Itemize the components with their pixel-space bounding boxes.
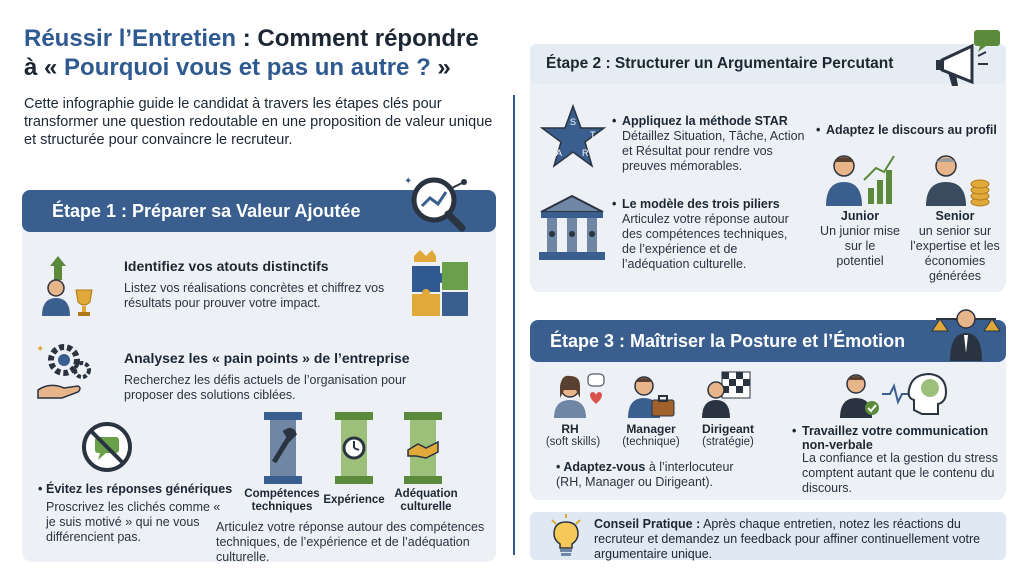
step3-banner-label: Étape 3 : Maîtriser la Posture et l’Émotion [550,330,906,351]
junior-text: Un junior mise sur le potentiel [820,224,900,268]
title-text-2: à « [24,54,65,81]
wrench-pillar-icon [262,412,304,484]
adapt-text-block [556,460,756,490]
pillars-text: Articulez votre réponse autour des compétences techniques, de l’expérience et de l’adéquation culturelle. [216,520,485,564]
star-bullet: • [612,114,617,128]
rh-title: RH [561,422,579,436]
page-title [24,24,524,82]
magnifier-chart-icon [400,174,476,234]
rh-sub: (soft skills) [545,436,601,448]
profile-bullet: • [816,123,821,137]
star-text: Détaillez Situation, Tâche, Action et Résultat pour rendre vos preuves mémorables. [622,129,805,173]
nv-text: La confiance et la gestion du stress comptent autant que le contenu du discours. [802,451,998,495]
tip-text: Après chaque entretien, notez les réactions du recruteur et demandez un feedback pour affiner continuellement votre argumentaire unique. [594,517,981,561]
item3-bullet: • [38,482,43,496]
item2-title: Analysez les « pain points » de l’entreprise [124,350,410,366]
adapt-text: à l’interlocuteur (RH, Manager ou Dirigeant). [556,460,734,489]
senior-coins-icon [920,150,992,208]
tip-text-block [594,517,994,562]
item3-text: Proscrivez les clichés comme « je suis motivé » qui ne vous différencient pas. [46,500,221,544]
junior-growth-icon [824,150,896,208]
puzzle-crown-icon [408,248,472,320]
step1-banner-label: Étape 1 : Préparer sa Valeur Ajoutée [52,200,361,221]
title-text-1: : Comment répondre [236,25,479,52]
title-highlight-2: Pourquoi vous et pas un autre ? [64,54,431,81]
building-pillars-icon [537,194,607,264]
manager-title: Manager [626,422,676,436]
pillars-model-title: Le modèle des trois piliers [622,197,780,211]
star-letter-a: A [556,148,563,158]
pillars-model-text: Articulez votre réponse autour des compétences techniques, de l’expérience et de l’adéquation culturelle. [622,212,789,271]
pillar3-label: Adéquation culturelle [394,488,458,513]
senior-text: un senior sur l’expertise et les économies générées [910,224,1000,283]
star-title: Appliquez la méthode STAR [622,114,788,128]
adapt-title: Adaptez-vous [563,460,646,474]
star-letter-s: S [570,117,577,127]
adapt-bullet: • [556,460,564,474]
nv-bullet: • [792,424,797,438]
item2-text: Recherchez les défis actuels de l’organisation pour proposer des solutions ciblées. [124,373,407,402]
dirigeant-chess-icon [698,370,754,420]
senior-title: Senior [935,209,975,223]
star-letter-t: T [590,130,596,140]
pillar1-label: Compétences techniques [244,488,320,513]
scales-person-icon [930,305,1002,363]
pillar2-label: Expérience [323,494,385,506]
person-trophy-icon [36,252,98,318]
megaphone-icon [934,26,1010,92]
profile-title: Adaptez le discours au profil [826,123,997,137]
title-highlight-1: Réussir l’Entretien [24,25,237,52]
gear-hand-icon [34,340,96,402]
star-method-icon [538,104,608,170]
item1-title: Identifiez vos atouts distinctifs [124,258,329,274]
manager-sub: (technique) [622,436,680,448]
junior-title: Junior [840,209,880,223]
intro-text: Cette infographie guide le candidat à travers les étapes clés pour transformer une question redoutable en une proposition de valeur unique et structurée pour convaincre le recruteur. [24,96,493,148]
no-speech-icon [80,420,134,474]
rh-person-icon [552,372,606,420]
svg-text:✦: ✦ [404,176,413,187]
manager-briefcase-icon [622,372,678,420]
dirigeant-title: Dirigeant [701,422,754,436]
title-text-3: » [430,54,451,81]
dirigeant-sub: (stratégie) [702,436,754,448]
pillars-bullet: • [612,197,617,211]
item1-text: Listez vos réalisations concrètes et chiffrez vos résultats pour prouver votre impact. [124,281,385,310]
clock-pillar-icon [333,412,375,484]
lightbulb-icon [548,514,584,558]
item3-title: Évitez les réponses génériques [46,482,233,496]
svg-text:✦: ✦ [36,344,45,355]
nv-title: Travaillez votre communication non-verbale [802,424,989,452]
brain-confidence-icon [834,370,952,420]
tip-label: Conseil Pratique : [594,517,701,531]
column-divider [513,95,515,555]
handshake-pillar-icon [402,412,444,484]
star-letter-r: R [582,148,589,158]
step2-banner-label: Étape 2 : Structurer un Argumentaire Percutant [546,55,894,72]
